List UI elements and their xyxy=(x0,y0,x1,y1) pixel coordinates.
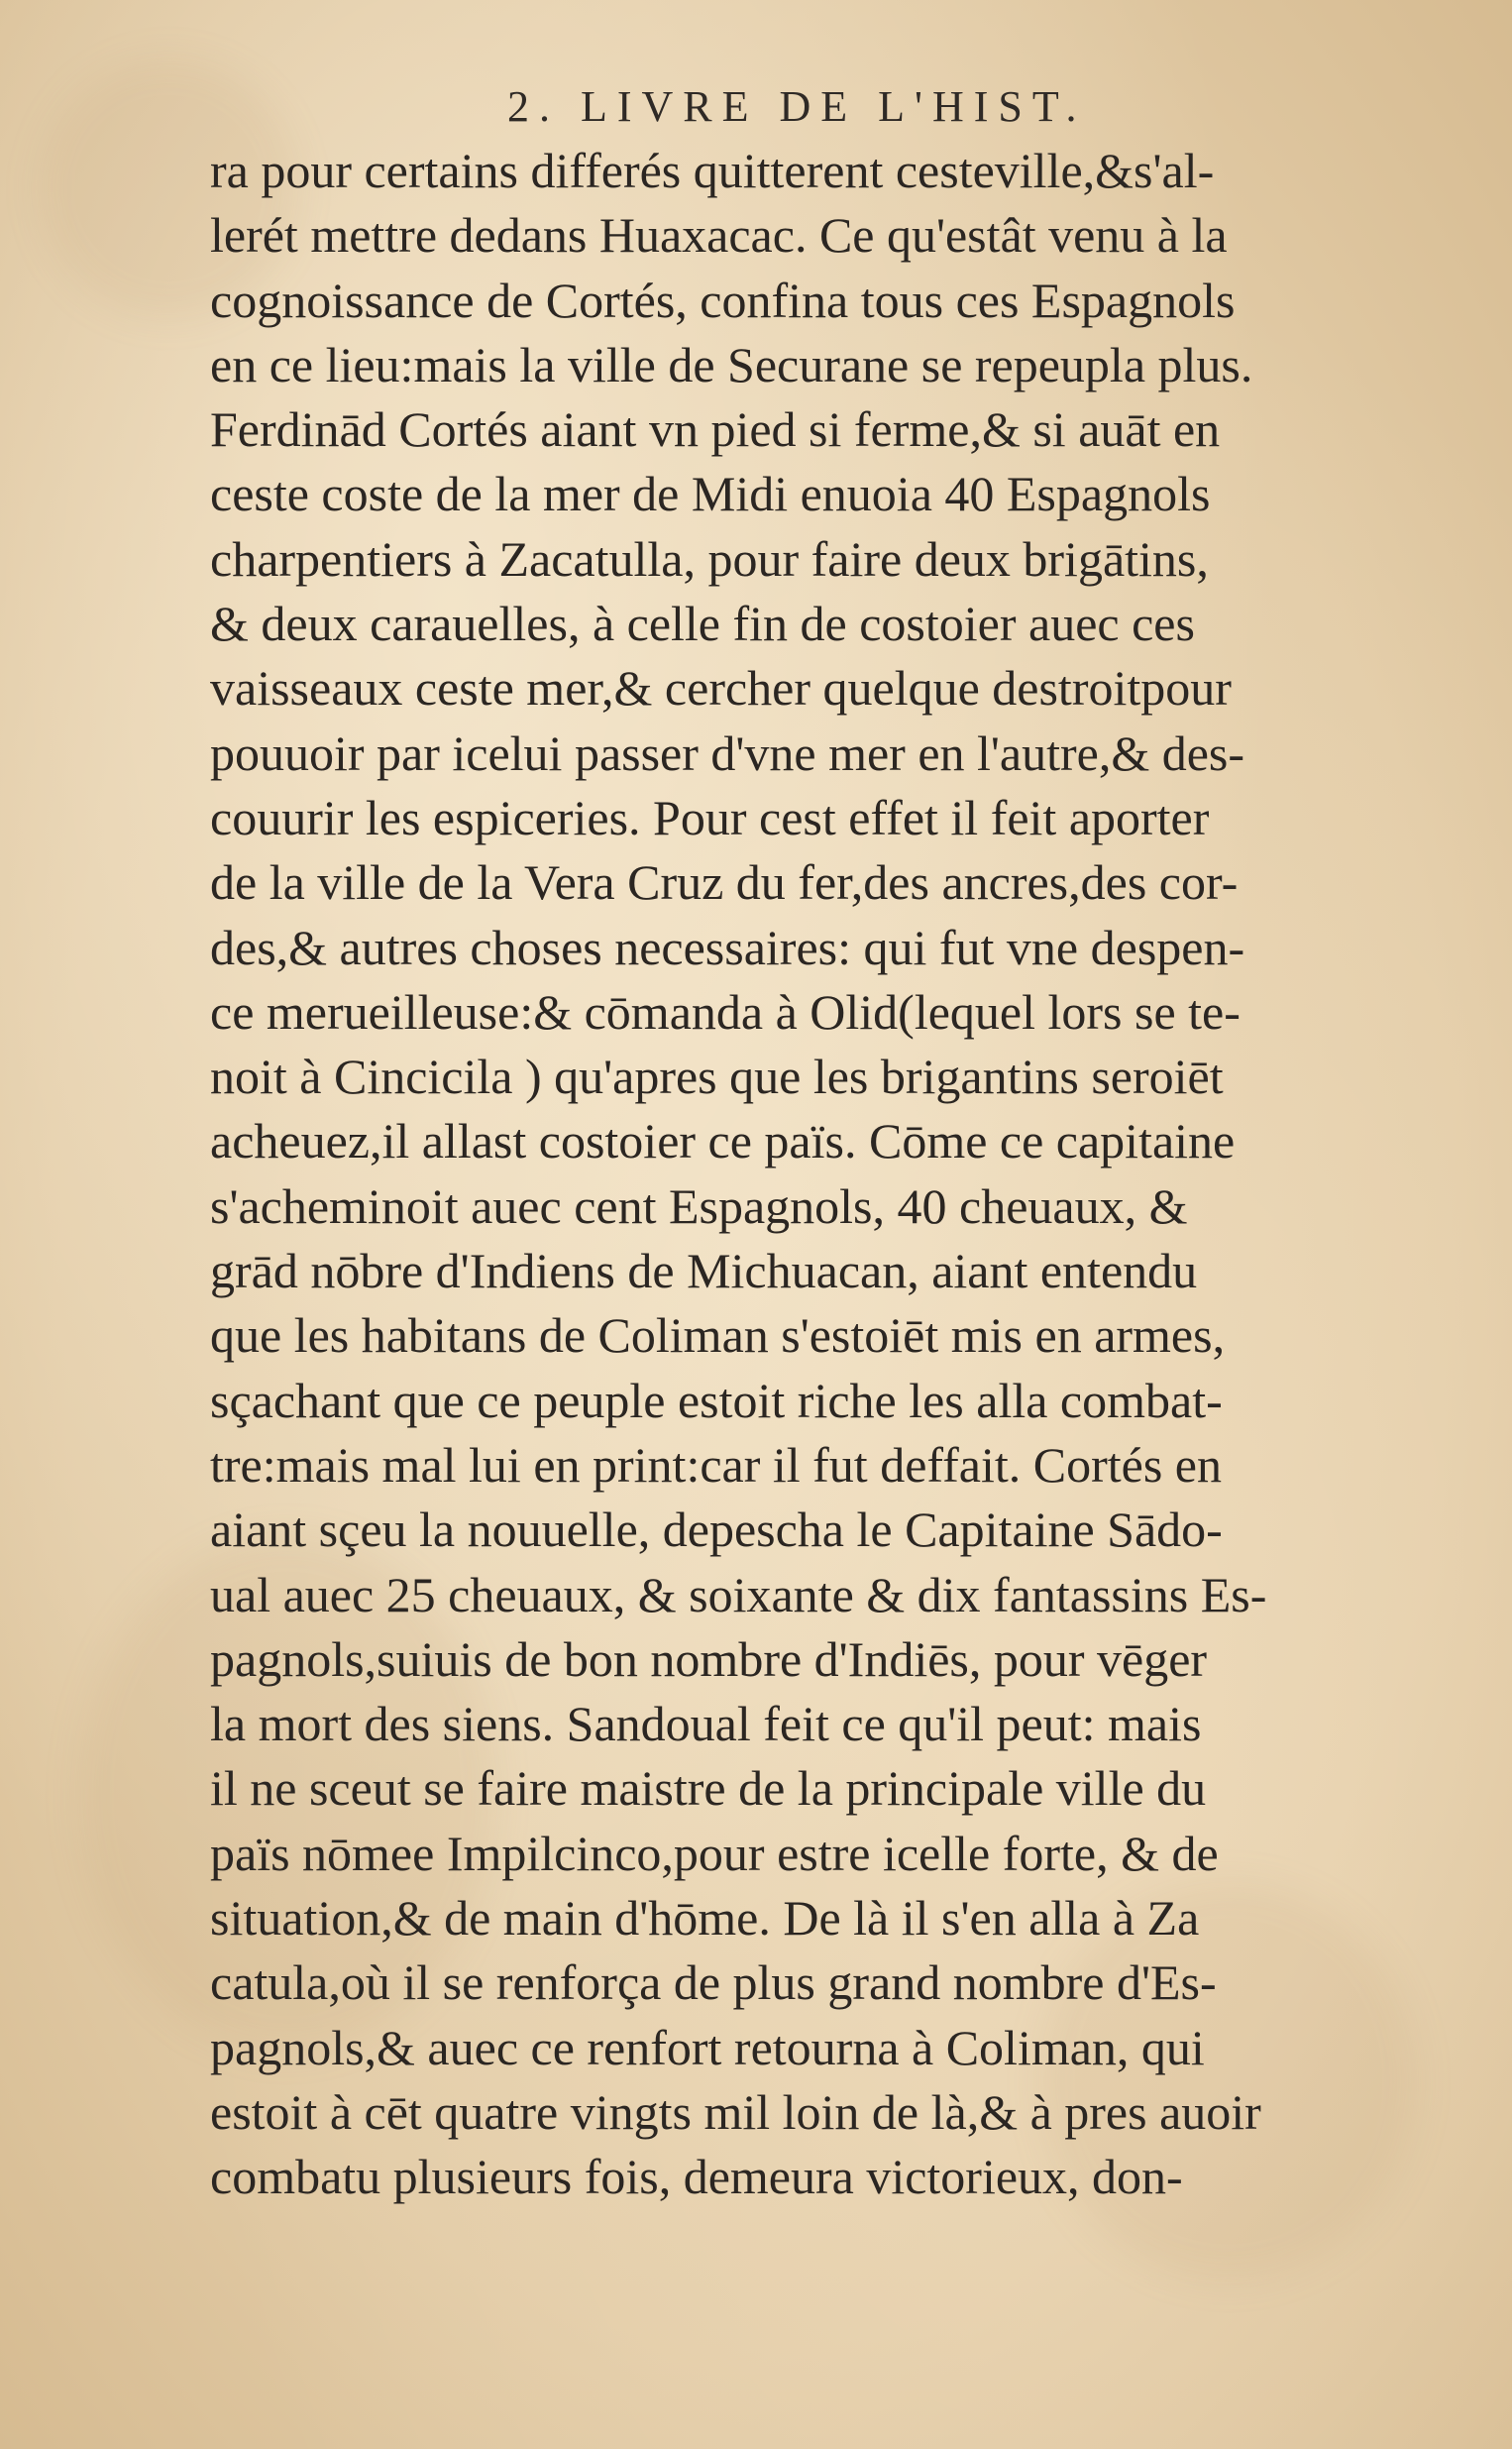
text-line: des,& autres choses necessaires: qui fut vne despen- xyxy=(210,919,1245,975)
text-line: ceste coste de la mer de Midi enuoia 40 Espagnols xyxy=(210,466,1211,522)
text-line: pagnols,& auec ce renfort retourna à Coliman, qui xyxy=(210,2019,1205,2075)
text-line: grād nōbre d'Indiens de Michuacan, aiant entendu xyxy=(210,1243,1198,1299)
text-line: acheuez,il allast costoier ce païs. Cōme ce capitaine xyxy=(210,1113,1236,1169)
text-line: la mort des siens. Sandoual feit ce qu'il peut: mais xyxy=(210,1696,1202,1752)
text-line: tre:mais mal lui en print:car il fut deffait. Cortés en xyxy=(210,1436,1222,1493)
text-line: que les habitans de Coliman s'estoiēt mis en armes, xyxy=(210,1307,1226,1364)
text-line: pouuoir par icelui passer d'vne mer en l'autre,& des- xyxy=(210,724,1245,781)
text-line: charpentiers à Zacatulla, pour faire deux brigātins, xyxy=(210,530,1209,587)
text-line: catula,où il se renforça de plus grand nombre d'Es- xyxy=(210,1954,1217,2011)
running-title: 2. LIVRE DE L'HIST. xyxy=(507,82,1087,131)
text-line: pagnols,suiuis de bon nombre d'Indiēs, pour vēger xyxy=(210,1630,1208,1687)
text-line: ra pour certains differés quitterent cesteville,&s'al- xyxy=(210,143,1215,198)
text-line: en ce lieu:mais la ville de Securane se repeupla plus. xyxy=(210,336,1253,392)
text-line: il ne sceut se faire maistre de la principale ville du xyxy=(210,1760,1207,1817)
text-line: vaisseaux ceste mer,& cercher quelque destroitpour xyxy=(210,660,1232,717)
text-line: cognoissance de Cortés, confina tous ces Espagnols xyxy=(210,272,1236,328)
text-line: aiant sçeu la nouuelle, depescha le Capitaine Sādo- xyxy=(210,1502,1223,1558)
text-line: noit à Cincicila ) qu'apres que les brigantins seroiēt xyxy=(210,1049,1224,1105)
text-line: ual auec 25 cheuaux, & soixante & dix fantassins Es- xyxy=(210,1566,1267,1622)
body-text xyxy=(210,139,1429,2210)
text-line: ce merueilleuse:& cōmanda à Olid(lequel lors se te- xyxy=(210,983,1241,1040)
text-line: Ferdinād Cortés aiant vn pied si ferme,& si auāt en xyxy=(210,401,1221,458)
text-line: lerét mettre dedans Huaxacac. Ce qu'estât venu à la xyxy=(210,207,1228,264)
text-line: estoit à cēt quatre vingts mil loin de là,& à pres auoir xyxy=(210,2083,1261,2140)
text-line: couurir les espiceries. Pour cest effet il feit aporter xyxy=(210,789,1210,845)
text-line: combatu plusieurs fois, demeura victorieux, don- xyxy=(210,2149,1183,2205)
text-line: s'acheminoit auec cent Espagnols, 40 cheuaux, & xyxy=(210,1177,1188,1234)
text-line: païs nōmee Impilcinco,pour estre icelle forte, & de xyxy=(210,1825,1219,1881)
text-line: situation,& de main d'hōme. De là il s'en alla à Za xyxy=(210,1890,1200,1947)
text-line: & deux carauelles, à celle fin de costoier auec ces xyxy=(210,596,1195,652)
text-line: sçachant que ce peuple estoit riche les alla combat- xyxy=(210,1372,1223,1428)
text-line: de la ville de la Vera Cruz du fer,des ancres,des cor- xyxy=(210,854,1239,911)
